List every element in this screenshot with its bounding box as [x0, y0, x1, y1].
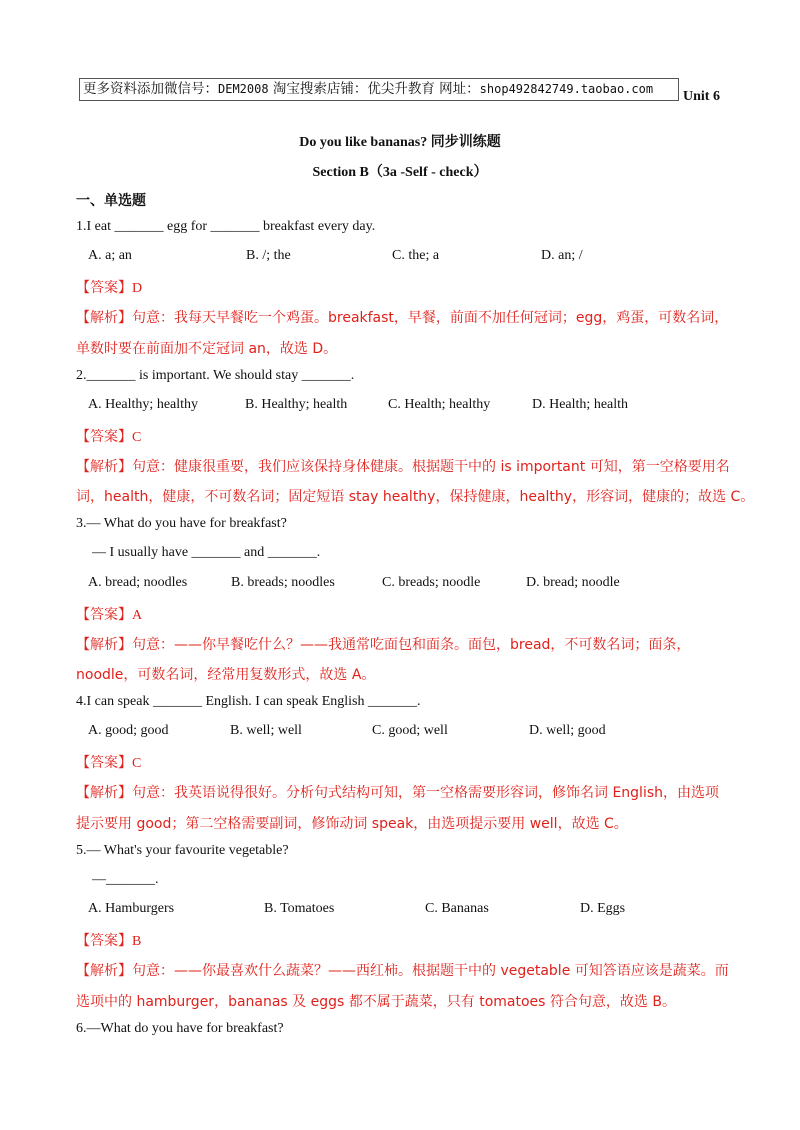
- question-3-stem-response: — I usually have _______ and _______.: [92, 545, 321, 560]
- option-d: D. an; /: [541, 248, 583, 263]
- question-1-answer: 【答案】D: [76, 281, 143, 296]
- question-1-explanation-line-1: 【解析】句意：我每天早餐吃一个鸡蛋。breakfast，早餐，前面不加任何冠词；egg，鸡蛋，可数名词，: [76, 310, 729, 326]
- option-b: B. Tomatoes: [264, 901, 335, 916]
- question-3-explanation-line-1: 【解析】句意：——你早餐吃什么？——我通常吃面包和面条。面包，bread，不可数名词；面条，: [76, 637, 691, 653]
- banner-text-2: 淘宝搜索店铺：优尖升教育 网址：: [268, 81, 480, 97]
- option-d: D. well; good: [529, 723, 606, 738]
- page-subtitle: Section B（3a -Self - check）: [312, 165, 488, 180]
- option-b: B. breads; noodles: [231, 575, 335, 590]
- option-b: B. well; well: [230, 723, 302, 738]
- question-4-explanation-line-2: 提示要用 good；第二空格需要副词，修饰动词 speak，由选项提示要用 well，故选 C。: [76, 816, 628, 832]
- option-a: A. Hamburgers: [88, 901, 175, 916]
- unit-label: Unit 6: [683, 89, 720, 104]
- page-title: Do you like bananas? 同步训练题: [299, 135, 501, 150]
- question-2-answer: 【答案】C: [76, 430, 142, 445]
- question-5-explanation-line-1: 【解析】句意：——你最喜欢什么蔬菜？——西红柿。根据题干中的 vegetable 可知答语应该是蔬菜。而: [76, 963, 729, 979]
- question-5-stem-response: —_______.: [92, 872, 159, 887]
- option-a: A. a; an: [88, 248, 132, 263]
- question-2-stem: 2._______ is important. We should stay _______.: [76, 368, 355, 383]
- question-1-explanation-line-2: 单数时要在前面加不定冠词 an，故选 D。: [76, 341, 338, 357]
- question-3-answer: 【答案】A: [76, 608, 143, 623]
- option-c: C. the; a: [392, 248, 440, 263]
- question-3-explanation-line-2: noodle，可数名词，经常用复数形式，故选 A。: [76, 667, 376, 683]
- question-1-stem: 1.I eat _______ egg for _______ breakfast every day.: [76, 219, 376, 234]
- option-b: B. /; the: [246, 248, 291, 263]
- option-c: C. breads; noodle: [382, 575, 481, 590]
- section-heading: 一、单选题: [76, 193, 146, 209]
- banner-url[interactable]: shop492842749.taobao.com: [479, 82, 654, 96]
- option-c: C. Health; healthy: [388, 397, 491, 412]
- banner-text-1: 更多资料添加微信号：: [83, 81, 218, 97]
- question-4-options: [88, 723, 728, 741]
- option-a: A. Healthy; healthy: [88, 397, 199, 412]
- banner-wechat-id: DEM2008: [218, 82, 269, 96]
- promo-banner: [79, 78, 679, 101]
- option-d: D. bread; noodle: [526, 575, 620, 590]
- question-5-explanation-line-2: 选项中的 hamburger，bananas 及 eggs 都不属于蔬菜，只有 tomatoes 符合句意，故选 B。: [76, 994, 676, 1010]
- question-2-explanation-line-2: 词，health，健康，不可数名词；固定短语 stay healthy，保持健康，healthy，形容词，健康的；故选 C。: [76, 489, 755, 505]
- question-6-stem: 6.—What do you have for breakfast?: [76, 1021, 284, 1036]
- option-c: C. good; well: [372, 723, 448, 738]
- question-1-options: [88, 248, 728, 266]
- option-b: B. Healthy; health: [245, 397, 348, 412]
- option-c: C. Bananas: [425, 901, 489, 916]
- option-a: A. bread; noodles: [88, 575, 188, 590]
- question-3-options: [88, 575, 728, 593]
- question-4-answer: 【答案】C: [76, 756, 142, 771]
- question-5-options: [88, 901, 728, 919]
- question-5-stem: 5.— What's your favourite vegetable?: [76, 843, 289, 858]
- option-a: A. good; good: [88, 723, 169, 738]
- question-5-answer: 【答案】B: [76, 934, 142, 949]
- option-d: D. Eggs: [580, 901, 626, 916]
- option-d: D. Health; health: [532, 397, 629, 412]
- question-2-explanation-line-1: 【解析】句意：健康很重要，我们应该保持身体健康。根据题干中的 is important 可知，第一空格要用名: [76, 459, 730, 475]
- question-4-stem: 4.I can speak _______ English. I can speak English _______.: [76, 694, 421, 709]
- question-2-options: [88, 397, 728, 415]
- question-3-stem: 3.— What do you have for breakfast?: [76, 516, 287, 531]
- question-4-explanation-line-1: 【解析】句意：我英语说得很好。分析句式结构可知，第一空格需要形容词，修饰名词 English，由选项: [76, 785, 719, 801]
